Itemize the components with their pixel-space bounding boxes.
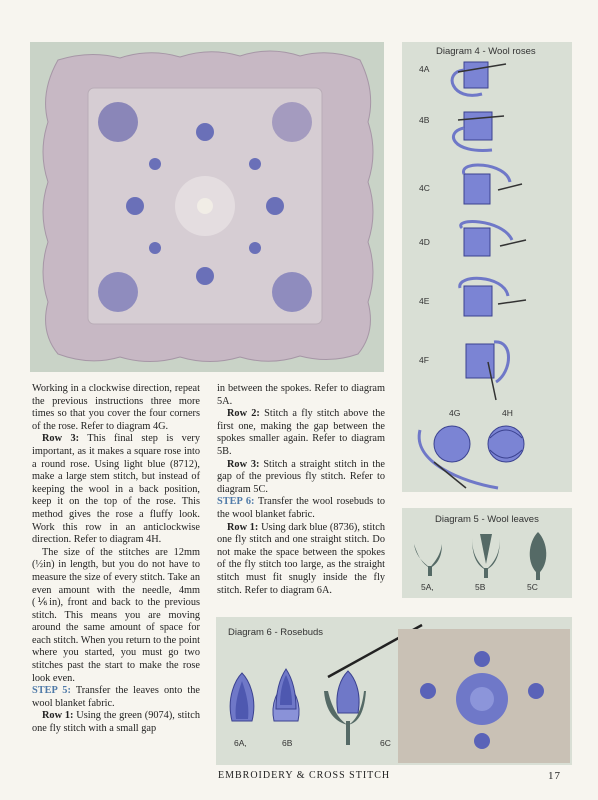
paragraph: in between the spokes. Refer to diagram 5A. bbox=[217, 383, 385, 407]
paragraph: The size of the stitches are 12mm (½in) in length, but you do not have to measure the size of every stitch. Take an even amount with the needle, 4mm (⅙in), front and back to the previous stitch. This means you are moving around the same amount of space for each stitch. When you return to the point where you started, you must go two stitches past the start to make the rose look even. bbox=[32, 546, 200, 684]
diagram-6b-label: 6B bbox=[282, 738, 293, 748]
diagram-4a-illustration bbox=[452, 62, 506, 95]
diagram-4e-illustration bbox=[460, 278, 526, 316]
rosebud-photo bbox=[398, 629, 570, 763]
diagram-4g-label: 4G bbox=[449, 408, 461, 418]
diagram-5b-illustration bbox=[472, 534, 500, 578]
diagram-4d-label: 4D bbox=[419, 237, 430, 247]
paragraph: Working in a clockwise direction, repeat the previous instructions three more times so that you cover the four corners of the rose. Refer to diagram 4G. bbox=[32, 383, 200, 432]
rosebud-diagrams bbox=[216, 617, 572, 765]
diagram-4f-illustration bbox=[466, 342, 509, 400]
step-paragraph: STEP 5: Transfer the leaves onto the wool blanket fabric. bbox=[32, 685, 200, 709]
text-column-2 bbox=[217, 383, 385, 597]
step-paragraph: STEP 6: Transfer the wool rosebuds to the wool blanket fabric. bbox=[217, 496, 385, 520]
paragraph: Row 2: Stitch a fly stitch above the first one, making the gap between the spokes smaller again. Refer to diagram 5B. bbox=[217, 408, 385, 457]
diagram-5c-illustration bbox=[530, 532, 547, 580]
diagram-6-panel bbox=[216, 617, 572, 765]
diagram-4c-label: 4C bbox=[419, 183, 430, 193]
diagram-4g-illustration bbox=[419, 426, 498, 488]
diagram-5b-label: 5B bbox=[475, 582, 486, 592]
diagram-4h-label: 4H bbox=[502, 408, 513, 418]
diagram-4b-label: 4B bbox=[419, 115, 430, 125]
diagram-4h-illustration bbox=[488, 426, 524, 462]
diagram-6a-label: 6A, bbox=[234, 738, 247, 748]
diagram-4c-illustration bbox=[463, 165, 522, 204]
text-column-1 bbox=[32, 383, 200, 736]
diagram-4f-label: 4F bbox=[419, 355, 429, 365]
diagram-4-panel bbox=[402, 42, 572, 492]
diagram-6b-illustration bbox=[273, 669, 299, 721]
page-number: 17 bbox=[548, 770, 561, 782]
paragraph: Row 3: Stitch a straight stitch in the gap of the previous fly stitch. Refer to diagram 5C. bbox=[217, 458, 385, 495]
wool-leaf-diagrams bbox=[402, 508, 572, 598]
wool-rose-diagrams bbox=[402, 42, 572, 492]
diagram-5a-label: 5A, bbox=[421, 582, 434, 592]
diagram-6-title: Diagram 6 - Rosebuds bbox=[228, 627, 324, 638]
paragraph: Row 3: This final step is very important, as it makes a square rose into a round rose. Using light blue (8712), make a large stem stitch, but instead of keeping the wool in a back position, keep it on the top of the rose. This method gives the rose a fluffy look. Work this row in an anticlockwise direction. Refer to diagram 4H. bbox=[32, 433, 200, 546]
diagram-5-title: Diagram 5 - Wool leaves bbox=[435, 514, 539, 525]
paragraph: Row 1: Using the green (9074), stitch one fly stitch with a small gap bbox=[32, 710, 200, 735]
diagram-5a-illustration bbox=[414, 544, 442, 576]
diagram-4e-label: 4E bbox=[419, 296, 430, 306]
diagram-6c-label: 6C bbox=[380, 738, 391, 748]
diagram-4a-label: 4A bbox=[419, 64, 430, 74]
diagram-5-panel bbox=[402, 508, 572, 598]
cushion-photo bbox=[30, 42, 384, 372]
diagram-4b-illustration bbox=[453, 112, 504, 150]
running-footer: EMBROIDERY & CROSS STITCH bbox=[218, 770, 391, 781]
diagram-6a-illustration bbox=[230, 673, 254, 721]
diagram-5c-label: 5C bbox=[527, 582, 538, 592]
diagram-4-title: Diagram 4 - Wool roses bbox=[436, 46, 536, 57]
diagram-4d-illustration bbox=[461, 222, 526, 256]
paragraph: Row 1: Using dark blue (8736), stitch one fly stitch and one straight stitch. Do not make the space between the spokes of the fly stitch too large, as the straight stitch must fit snugly inside the fly stitch. Refer to diagram 6A. bbox=[217, 521, 385, 596]
